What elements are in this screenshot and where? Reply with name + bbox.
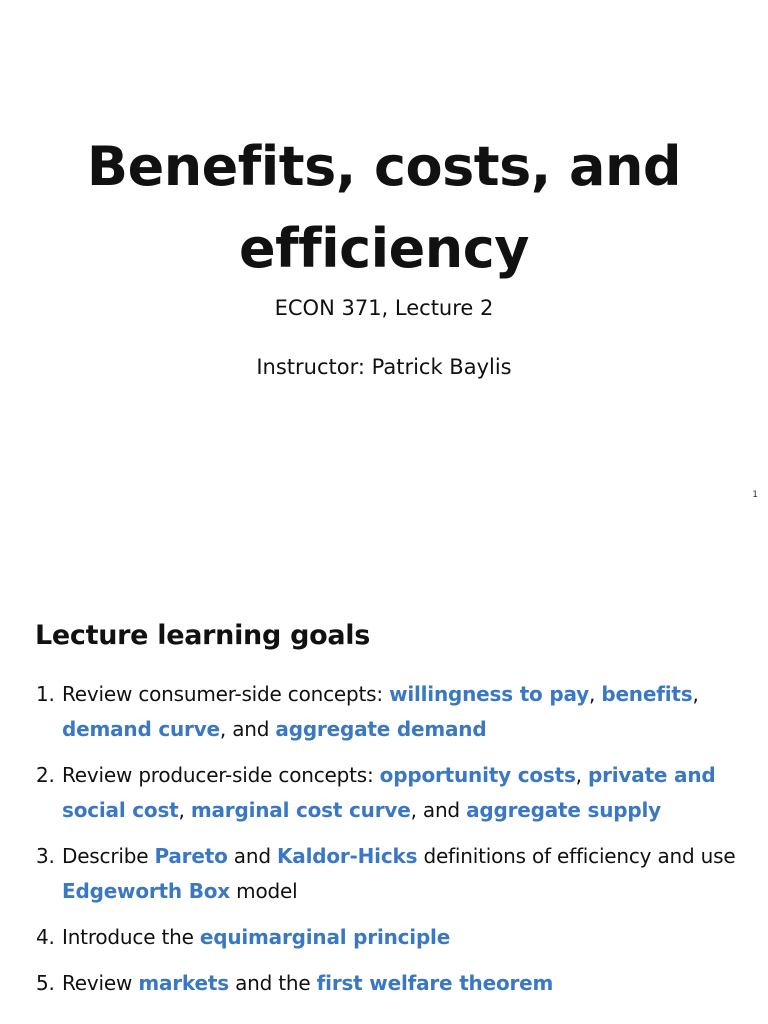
goal-item bbox=[36, 966, 736, 1001]
goal-keyword: demand curve bbox=[62, 717, 220, 741]
goal-number: 5. bbox=[36, 971, 55, 995]
goals-slide bbox=[0, 576, 768, 1024]
goal-number: 3. bbox=[36, 844, 55, 868]
goal-text: Describe bbox=[62, 844, 155, 868]
goal-text: , bbox=[692, 682, 699, 706]
goal-keyword: marginal cost curve bbox=[190, 798, 411, 822]
goal-text: Review consumer-side concepts: bbox=[62, 682, 390, 706]
goal-text: , and bbox=[410, 798, 467, 822]
goal-item bbox=[36, 839, 736, 909]
goal-number: 4. bbox=[36, 925, 55, 949]
goal-number: 2. bbox=[36, 763, 55, 787]
goal-keyword: markets bbox=[138, 971, 229, 995]
goal-text: and the bbox=[228, 971, 317, 995]
instructor-line: Instructor: Patrick Baylis bbox=[256, 355, 512, 379]
goal-item bbox=[36, 758, 736, 828]
goal-text: , bbox=[178, 798, 191, 822]
goal-text: , bbox=[575, 763, 588, 787]
goal-item bbox=[36, 677, 736, 747]
goal-keyword: Kaldor-Hicks bbox=[276, 844, 418, 868]
goal-text: and bbox=[227, 844, 277, 868]
goal-number: 1. bbox=[36, 682, 55, 706]
goal-item bbox=[36, 920, 736, 955]
goal-text: , bbox=[589, 682, 602, 706]
goal-keyword: Pareto bbox=[154, 844, 228, 868]
goal-text: Introduce the bbox=[62, 925, 200, 949]
goals-heading: Lecture learning goals bbox=[35, 620, 371, 651]
goal-text: , and bbox=[219, 717, 276, 741]
goals-list bbox=[36, 677, 736, 1012]
goal-keyword: benefits bbox=[601, 682, 693, 706]
goal-text: definitions of efficiency and use bbox=[417, 844, 736, 868]
goal-keyword: aggregate supply bbox=[466, 798, 662, 822]
goal-keyword: Edgeworth Box bbox=[62, 879, 230, 903]
goal-keyword: first welfare theorem bbox=[316, 971, 554, 995]
goal-keyword: equimarginal principle bbox=[199, 925, 451, 949]
goal-keyword: private and social cost bbox=[62, 763, 716, 822]
goal-text: Review bbox=[62, 971, 139, 995]
goal-text: model bbox=[230, 879, 298, 903]
goal-keyword: opportunity costs bbox=[379, 763, 576, 787]
goal-text: Review producer-side concepts: bbox=[62, 763, 380, 787]
page-number: 1 bbox=[752, 490, 758, 500]
course-subtitle: ECON 371, Lecture 2 bbox=[274, 296, 494, 320]
goal-keyword: willingness to pay bbox=[389, 682, 589, 706]
goal-keyword: aggregate demand bbox=[275, 717, 487, 741]
slide-title: Benefits, costs, and efficiency bbox=[86, 135, 682, 280]
